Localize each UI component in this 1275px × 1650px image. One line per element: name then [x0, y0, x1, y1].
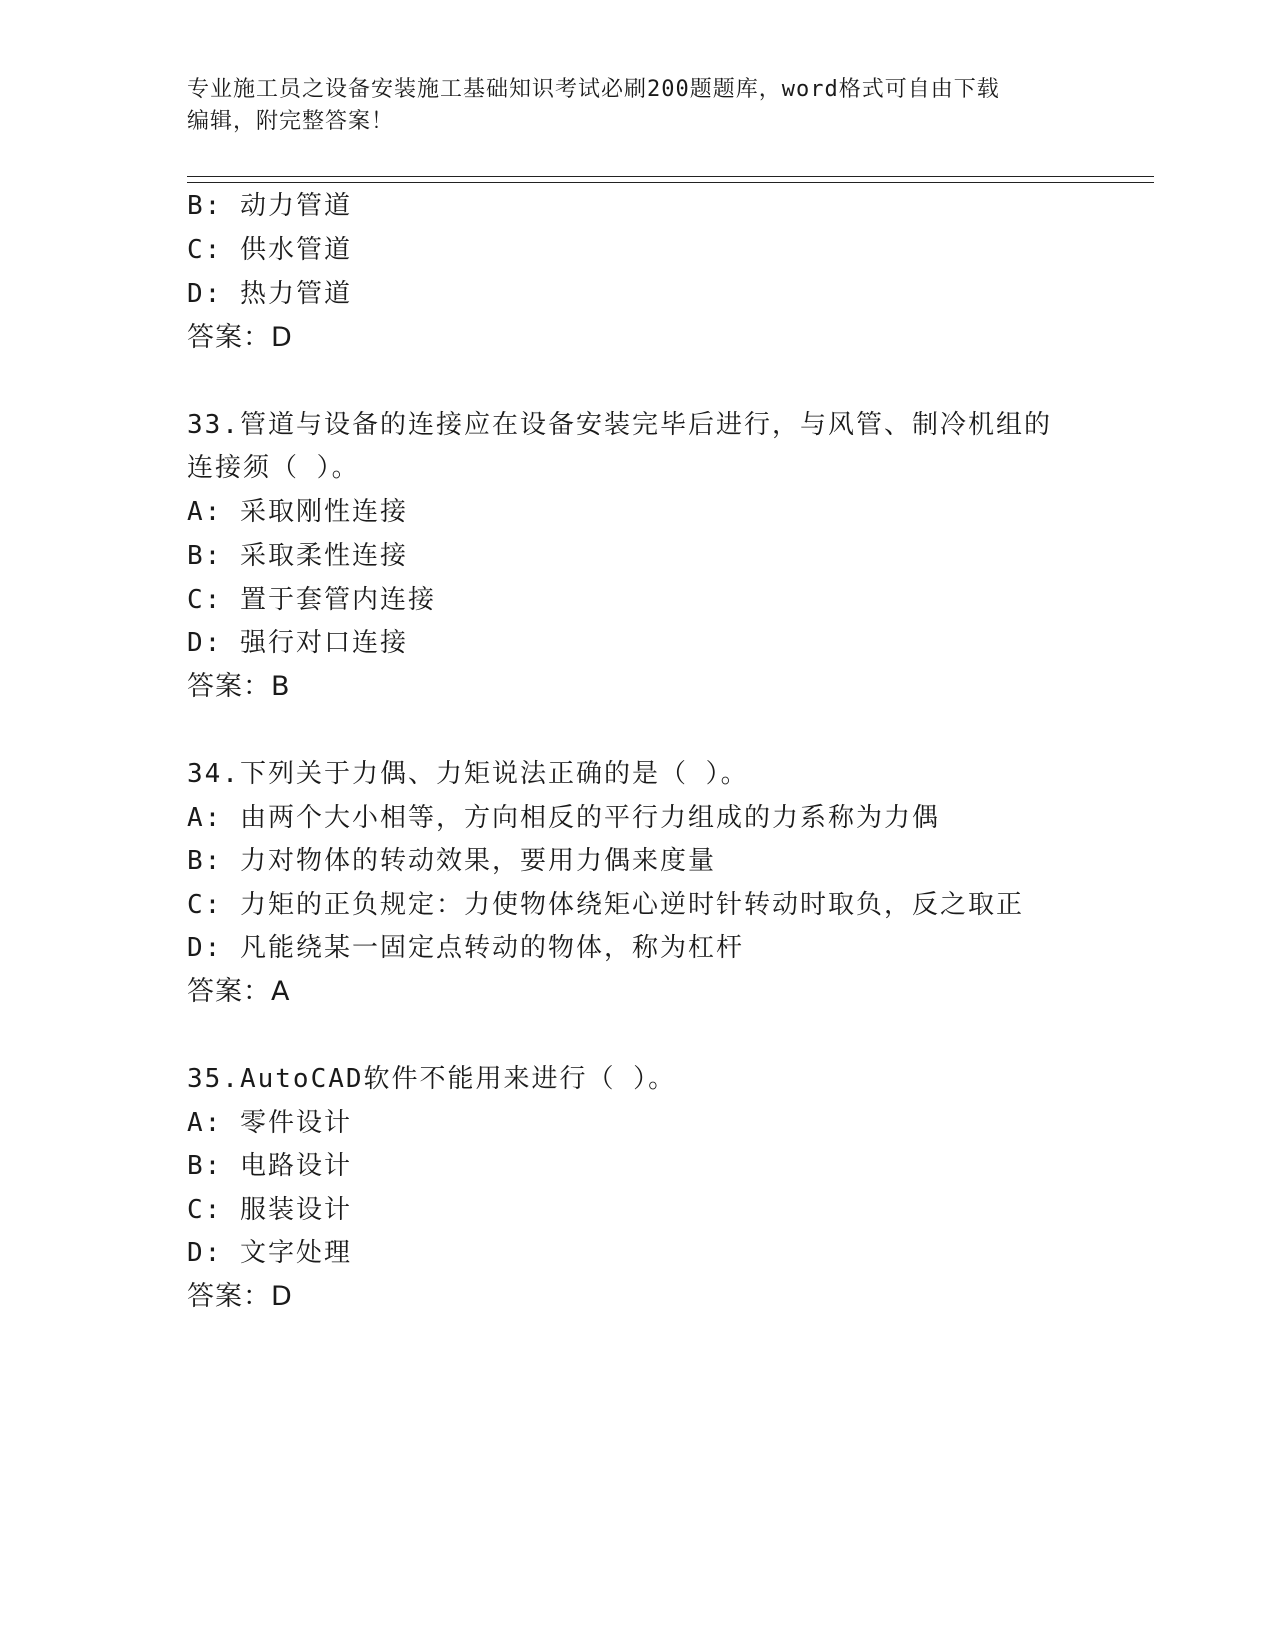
q34-option-b: B: 力对物体的转动效果，要用力偶来度量	[187, 846, 716, 876]
q32-option-d: D: 热力管道	[187, 279, 352, 309]
document-header	[187, 74, 1067, 138]
q33-stem-line2: 连接须（ ）。	[187, 453, 360, 483]
q32-answer: 答案：D	[187, 322, 293, 353]
q35-option-c: C: 服装设计	[187, 1195, 352, 1225]
header-divider-bottom	[187, 182, 1154, 183]
q33-option-b: B: 采取柔性连接	[187, 541, 408, 571]
header-title-line2: 编辑，附完整答案！	[187, 109, 395, 134]
q34-stem: 34.下列关于力偶、力矩说法正确的是（ ）。	[187, 759, 749, 789]
q33-option-c: C: 置于套管内连接	[187, 585, 436, 615]
q33-option-d: D: 强行对口连接	[187, 628, 408, 658]
q34-answer: 答案：A	[187, 976, 291, 1007]
q35-answer: 答案：D	[187, 1281, 293, 1312]
q35-option-d: D: 文字处理	[187, 1238, 352, 1268]
q35-stem: 35.AutoCAD软件不能用来进行（ ）。	[187, 1064, 677, 1094]
q34-option-a: A: 由两个大小相等，方向相反的平行力组成的力系称为力偶	[187, 803, 940, 833]
header-divider-top	[187, 176, 1154, 177]
q34-option-d: D: 凡能绕某一固定点转动的物体，称为杠杆	[187, 933, 744, 963]
q35-option-b: B: 电路设计	[187, 1151, 352, 1181]
header-title-line1: 专业施工员之设备安装施工基础知识考试必刷200题题库，word格式可自由下载	[187, 77, 1000, 102]
q35-option-a: A: 零件设计	[187, 1108, 352, 1138]
q33-option-a: A: 采取刚性连接	[187, 497, 408, 527]
q33-answer: 答案：B	[187, 671, 291, 702]
q32-option-c: C: 供水管道	[187, 235, 352, 265]
q34-option-c: C: 力矩的正负规定：力使物体绕矩心逆时针转动时取负，反之取正	[187, 890, 1024, 920]
q32-option-b: B: 动力管道	[187, 191, 352, 221]
q33-stem-line1: 33.管道与设备的连接应在设备安装完毕后进行，与风管、制冷机组的	[187, 410, 1052, 440]
